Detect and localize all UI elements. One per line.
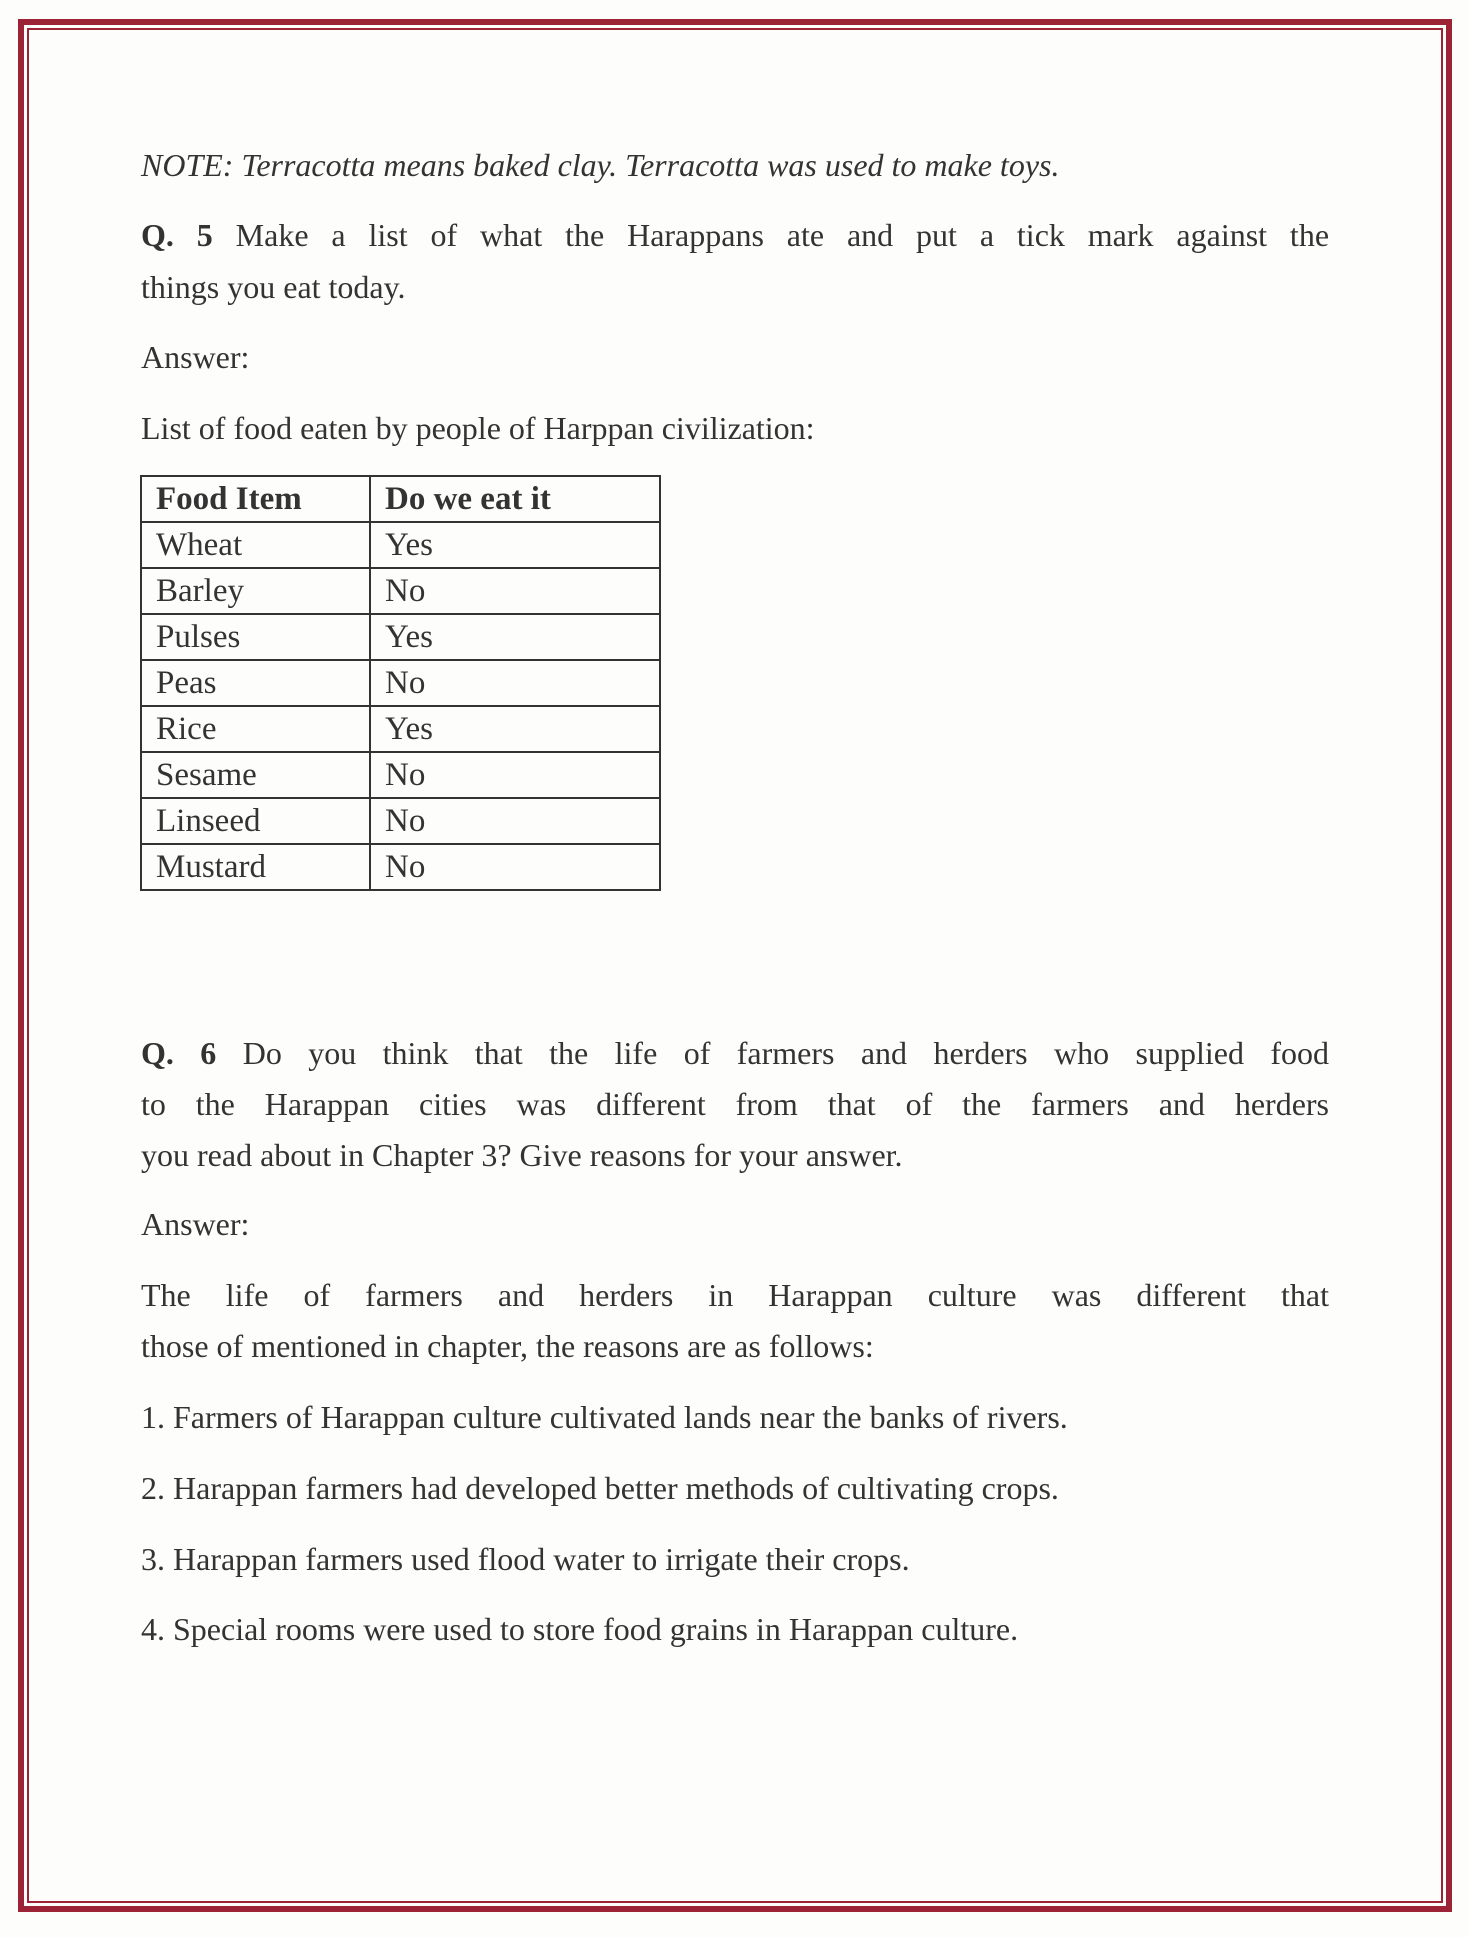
header-food-item: Food Item	[141, 476, 370, 522]
table-row	[141, 568, 660, 614]
table-row	[141, 660, 660, 706]
eat-cell: No	[370, 752, 660, 798]
table-row	[141, 798, 660, 844]
q5-intro: List of food eaten by people of Harppan civilization:	[141, 410, 815, 446]
table-row	[141, 706, 660, 752]
food-cell: Mustard	[141, 844, 370, 890]
terracotta-note: NOTE: Terracotta means baked clay. Terracotta was used to make toys.	[141, 147, 1060, 183]
food-cell: Barley	[141, 568, 370, 614]
q5-label: Q. 5	[141, 217, 213, 253]
q6-para-line1: The life of farmers and herders in Harappan culture was different that	[141, 1277, 1329, 1313]
q5-line2: things you eat today.	[141, 269, 406, 305]
eat-cell: No	[370, 568, 660, 614]
q6-line3: you read about in Chapter 3? Give reasons for your answer.	[141, 1137, 903, 1173]
reason-item: 3. Harappan farmers used flood water to irrigate their crops.	[141, 1541, 910, 1577]
eat-cell: Yes	[370, 614, 660, 660]
eat-cell: Yes	[370, 706, 660, 752]
table-row	[141, 752, 660, 798]
q6-answer-label: Answer:	[141, 1206, 250, 1242]
q5-answer-label: Answer:	[141, 339, 250, 375]
table-row	[141, 522, 660, 568]
eat-cell: No	[370, 798, 660, 844]
food-cell: Linseed	[141, 798, 370, 844]
food-cell: Pulses	[141, 614, 370, 660]
food-cell: Sesame	[141, 752, 370, 798]
q6-text: Do you think that the life of farmers and herders who supplied food	[242, 1035, 1330, 1071]
reason-item: 1. Farmers of Harappan culture cultivated lands near the banks of rivers.	[141, 1399, 1068, 1435]
q6-label: Q. 6	[141, 1035, 217, 1071]
food-cell: Wheat	[141, 522, 370, 568]
eat-cell: Yes	[370, 522, 660, 568]
table-row	[141, 614, 660, 660]
q6-para-line2: those of mentioned in chapter, the reasons are as follows:	[141, 1328, 874, 1364]
food-cell: Peas	[141, 660, 370, 706]
table-row	[141, 844, 660, 890]
food-cell: Rice	[141, 706, 370, 752]
q5-text: Make a list of what the Harappans ate and put a tick mark against the	[235, 217, 1330, 253]
table-header-row	[141, 476, 660, 522]
q6-line1	[141, 1028, 1329, 1079]
header-do-we-eat-it: Do we eat it	[370, 476, 660, 522]
eat-cell: No	[370, 660, 660, 706]
q5-line1	[141, 210, 1329, 261]
reason-item: 4. Special rooms were used to store food grains in Harappan culture.	[141, 1611, 1019, 1647]
reason-item: 2. Harappan farmers had developed better methods of cultivating crops.	[141, 1470, 1059, 1506]
eat-cell: No	[370, 844, 660, 890]
q6-line2: to the Harappan cities was different from that of the farmers and herders	[141, 1086, 1329, 1122]
food-table	[140, 475, 661, 891]
